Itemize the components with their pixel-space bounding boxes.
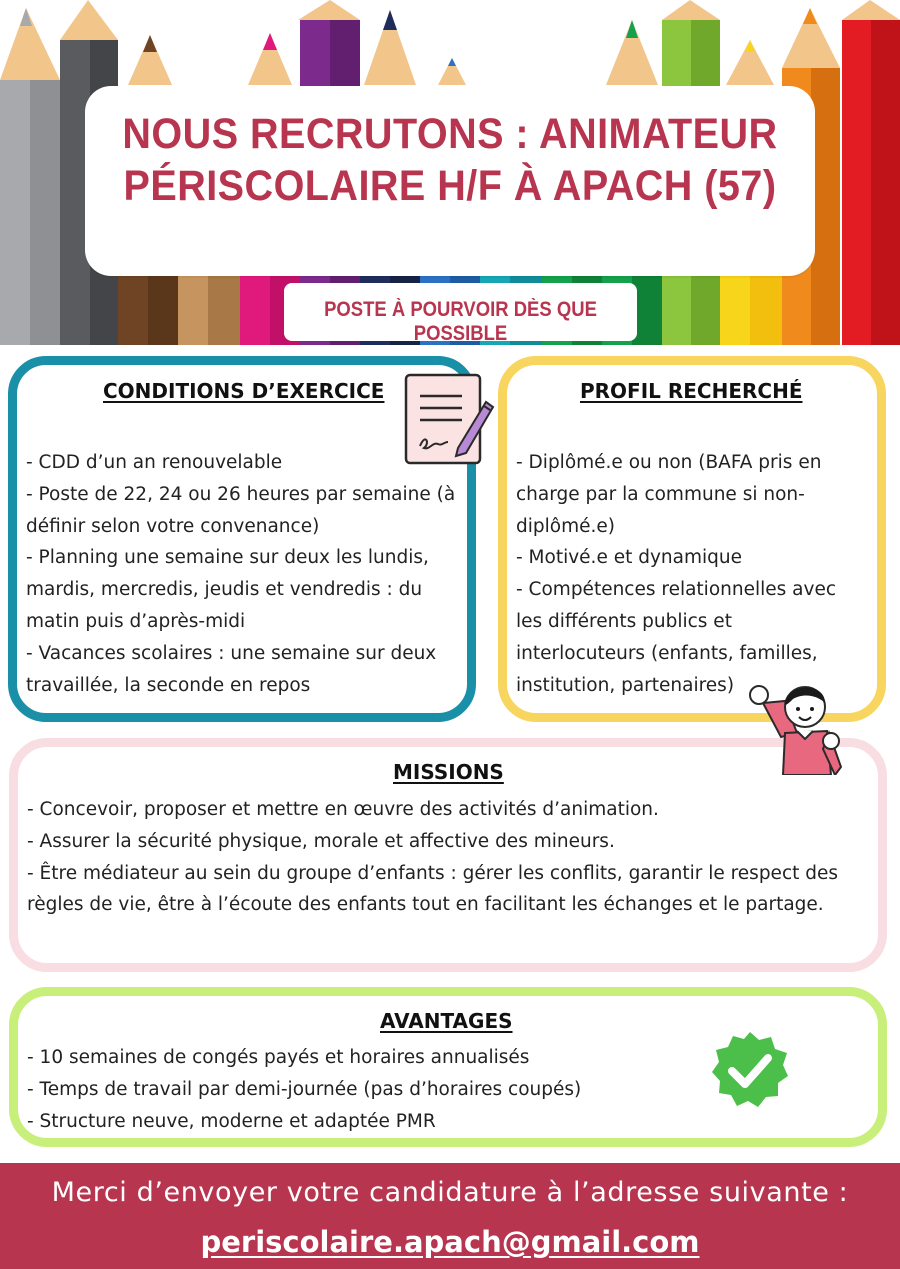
missions-title: MISSIONS — [393, 760, 504, 784]
list-item: - Concevoir, proposer et mettre en œuvre des activités d’animation. — [27, 799, 659, 820]
list-item: - Assurer la sécurité physique, morale et affective des mineurs. — [27, 830, 615, 852]
list-item: - Planning une semaine sur deux les lundis, mardis, mercredis, jeudis et vendredis : du matin puis d’après-midi — [26, 547, 429, 632]
title-line-2: PÉRISCOLAIRE H/F À APACH (57) — [123, 162, 777, 210]
header-banner — [0, 0, 900, 345]
list-item: - 10 semaines de congés payés et horaires annualisés — [27, 1047, 530, 1068]
list-item: - Poste de 22, 24 ou 26 heures par semaine (à définir selon votre convenance) — [26, 483, 456, 537]
list-item: - CDD d’un an renouvelable — [26, 452, 283, 473]
title-box — [85, 86, 815, 276]
conditions-list — [26, 447, 462, 701]
page-title — [114, 108, 786, 212]
missions-list — [27, 794, 869, 921]
profil-card — [498, 356, 886, 722]
list-item: - Temps de travail par demi-journée (pas d’horaires coupés) — [27, 1078, 582, 1100]
contact-email-link[interactable]: periscolaire.apach@gmail.com — [200, 1225, 700, 1259]
avantages-title: AVANTAGES — [380, 1009, 513, 1033]
contract-icon — [400, 372, 498, 468]
list-item: - Vacances scolaires : une semaine sur deux travaillée, la seconde en repos — [26, 642, 437, 696]
list-item: - Structure neuve, moderne et adaptée PMR — [27, 1110, 436, 1132]
profil-list — [516, 447, 866, 701]
profil-title: PROFIL RECHERCHÉ — [580, 379, 803, 403]
title-line-1: NOUS RECRUTONS : ANIMATEUR — [122, 110, 778, 158]
footer — [0, 1163, 900, 1269]
footer-instructions: Merci d’envoyer votre candidature à l’adresse suivante : — [51, 1177, 849, 1208]
subtitle-box — [284, 283, 637, 345]
avantages-list — [27, 1042, 707, 1137]
list-item: - Être médiateur au sein du groupe d’enfants : gérer les conflits, garantir le respect des règles de vie, être à l’écoute des enfants tout en facilitant les échanges et le partage. — [27, 862, 839, 916]
cheering-child-icon — [745, 675, 855, 775]
list-item: - Motivé.e et dynamique — [516, 547, 742, 569]
list-item: - Compétences relationnelles avec les différents publics et interlocuteurs (enfants, familles, institution, partenaires) — [516, 579, 836, 696]
conditions-title: CONDITIONS D’EXERCICE — [103, 379, 385, 403]
list-item: - Diplômé.e ou non (BAFA pris en charge par la commune si non-diplômé.e) — [516, 452, 822, 537]
subtitle: POSTE À POURVOIR DÈS QUE POSSIBLE — [324, 298, 597, 345]
check-badge-icon — [710, 1030, 790, 1110]
